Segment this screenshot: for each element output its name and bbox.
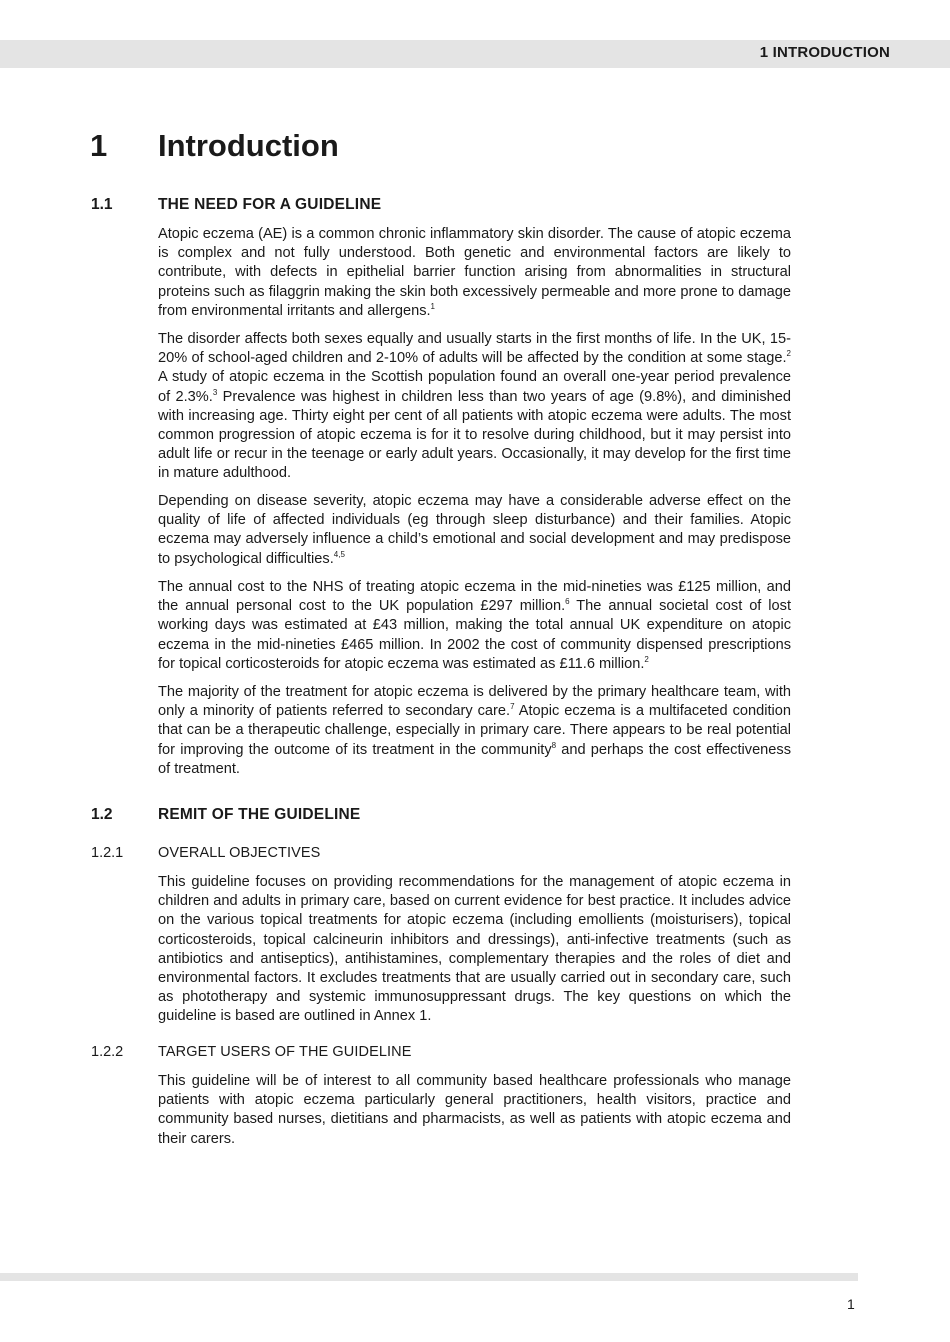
- section-number: 1.2: [91, 806, 113, 823]
- citation-marker: 2: [644, 654, 649, 664]
- citation-marker: 3: [212, 387, 218, 397]
- paragraph: This guideline will be of interest to all community based healthcare professionals who manage patients with atopic eczema particularly general practitioners, health visitors, practice and community based nurses, dietitians and pharmacists, as well as patients with atopic eczema and their carers.: [158, 1073, 791, 1147]
- paragraph: This guideline focuses on providing recommendations for the management of atopic eczema in children and adults in primary care, based on current evidence for best practice. It includes advice on the various topical treatments for atopic eczema (including emollients (moisturisers), topical corticosteroids, topical calcineurin inhibitors and dressings), anti-infective treatments (such as antibiotics and antiseptics), antihistamines, complementary therapies and the roles of diet and environmental factors. It excludes treatments that are usually carried out in secondary care, such as phototherapy and systemic immunosuppressant drugs. The key questions on which the guideline is based are outlined in Annex 1.: [158, 874, 791, 1025]
- section-number: 1.1: [91, 196, 113, 213]
- paragraph: [158, 578, 791, 674]
- text-run: and perhaps the cost effectiveness of treatment.: [158, 741, 792, 777]
- section-title: THE NEED FOR A GUIDELINE: [158, 196, 382, 213]
- subsection-number: 1.2.2: [91, 1044, 124, 1060]
- paragraph: [158, 330, 791, 484]
- footer-bar: [0, 1273, 858, 1281]
- text-run: Atopic eczema is a multifaceted condition that can be a therapeutic challenge, especially in primary care. There appears to be real potential for improving the outcome of its treatment in the community: [158, 703, 791, 758]
- citation-marker: 8: [551, 740, 557, 750]
- page-number: 1: [847, 1296, 855, 1312]
- subsection-title: TARGET USERS OF THE GUIDELINE: [158, 1044, 412, 1060]
- paragraph: [158, 225, 791, 321]
- chapter-number: 1: [90, 128, 108, 163]
- text-run: Depending on disease severity, atopic eczema may have a considerable adverse effect on the quality of life of affected individuals (eg through sleep disturbance) and their families. Atopic eczema may adversely influence a child’s emotional and social development and may predispose to psychological difficulties.: [158, 493, 791, 567]
- citation-marker: 7: [510, 702, 515, 712]
- paragraph: [158, 683, 791, 779]
- citation-marker: 6: [565, 597, 570, 607]
- subsection-number: 1.2.1: [91, 845, 124, 861]
- section-title: REMIT OF THE GUIDELINE: [158, 806, 361, 823]
- subsection-title: OVERALL OBJECTIVES: [158, 845, 321, 861]
- citation-marker: 4,5: [333, 549, 345, 559]
- text-run: A study of atopic eczema in the Scottish population found an overall one-year period prevalence of 2.3%.: [158, 369, 791, 405]
- text-run: The annual cost to the NHS of treating atopic eczema in the mid-nineties was £125 million, and the annual personal cost to the UK population £297 million.: [158, 579, 791, 615]
- text-run: Atopic eczema (AE) is a common chronic inflammatory skin disorder. The cause of atopic eczema is complex and not fully understood. Both genetic and environmental factors are likely to contribute, with defects in epithelial barrier function arising from abnormalities in structural proteins such as filaggrin making the skin both excessively permeable and more prone to damage from environmental irritants and allergens.: [158, 226, 791, 319]
- text-run: The annual societal cost of lost working days was estimated at £43 million, making the total annual UK expenditure on atopic eczema in the mid-nineties £465 million. In 2002 the cost of community dispensed prescriptions for topical corticosteroids for atopic eczema was estimated as £11.6 million.: [158, 598, 791, 672]
- paragraph: [158, 492, 791, 569]
- text-run: The majority of the treatment for atopic eczema is delivered by the primary healthcare team, with only a minority of patients referred to secondary care.: [158, 684, 791, 720]
- running-head: 1 INTRODUCTION: [759, 44, 890, 61]
- citation-marker: 2: [786, 349, 791, 359]
- chapter-title: Introduction: [158, 128, 339, 163]
- text-run: Prevalence was highest in children less than two years of age (9.8%), and diminished with increasing age. Thirty eight per cent of all patients with atopic eczema were adults. The most common progression of atopic eczema is for it to resolve during childhood, but it may persist into adult life or recur in the teenage or early adult years. Occasionally, it may develop for the first time in mature adulthood.: [158, 388, 791, 482]
- text-run: The disorder affects both sexes equally and usually starts in the first months of life. In the UK, 15-20% of school-aged children and 2-10% of adults will be affected by the condition at some stage.: [158, 331, 791, 367]
- citation-marker: 1: [430, 301, 435, 311]
